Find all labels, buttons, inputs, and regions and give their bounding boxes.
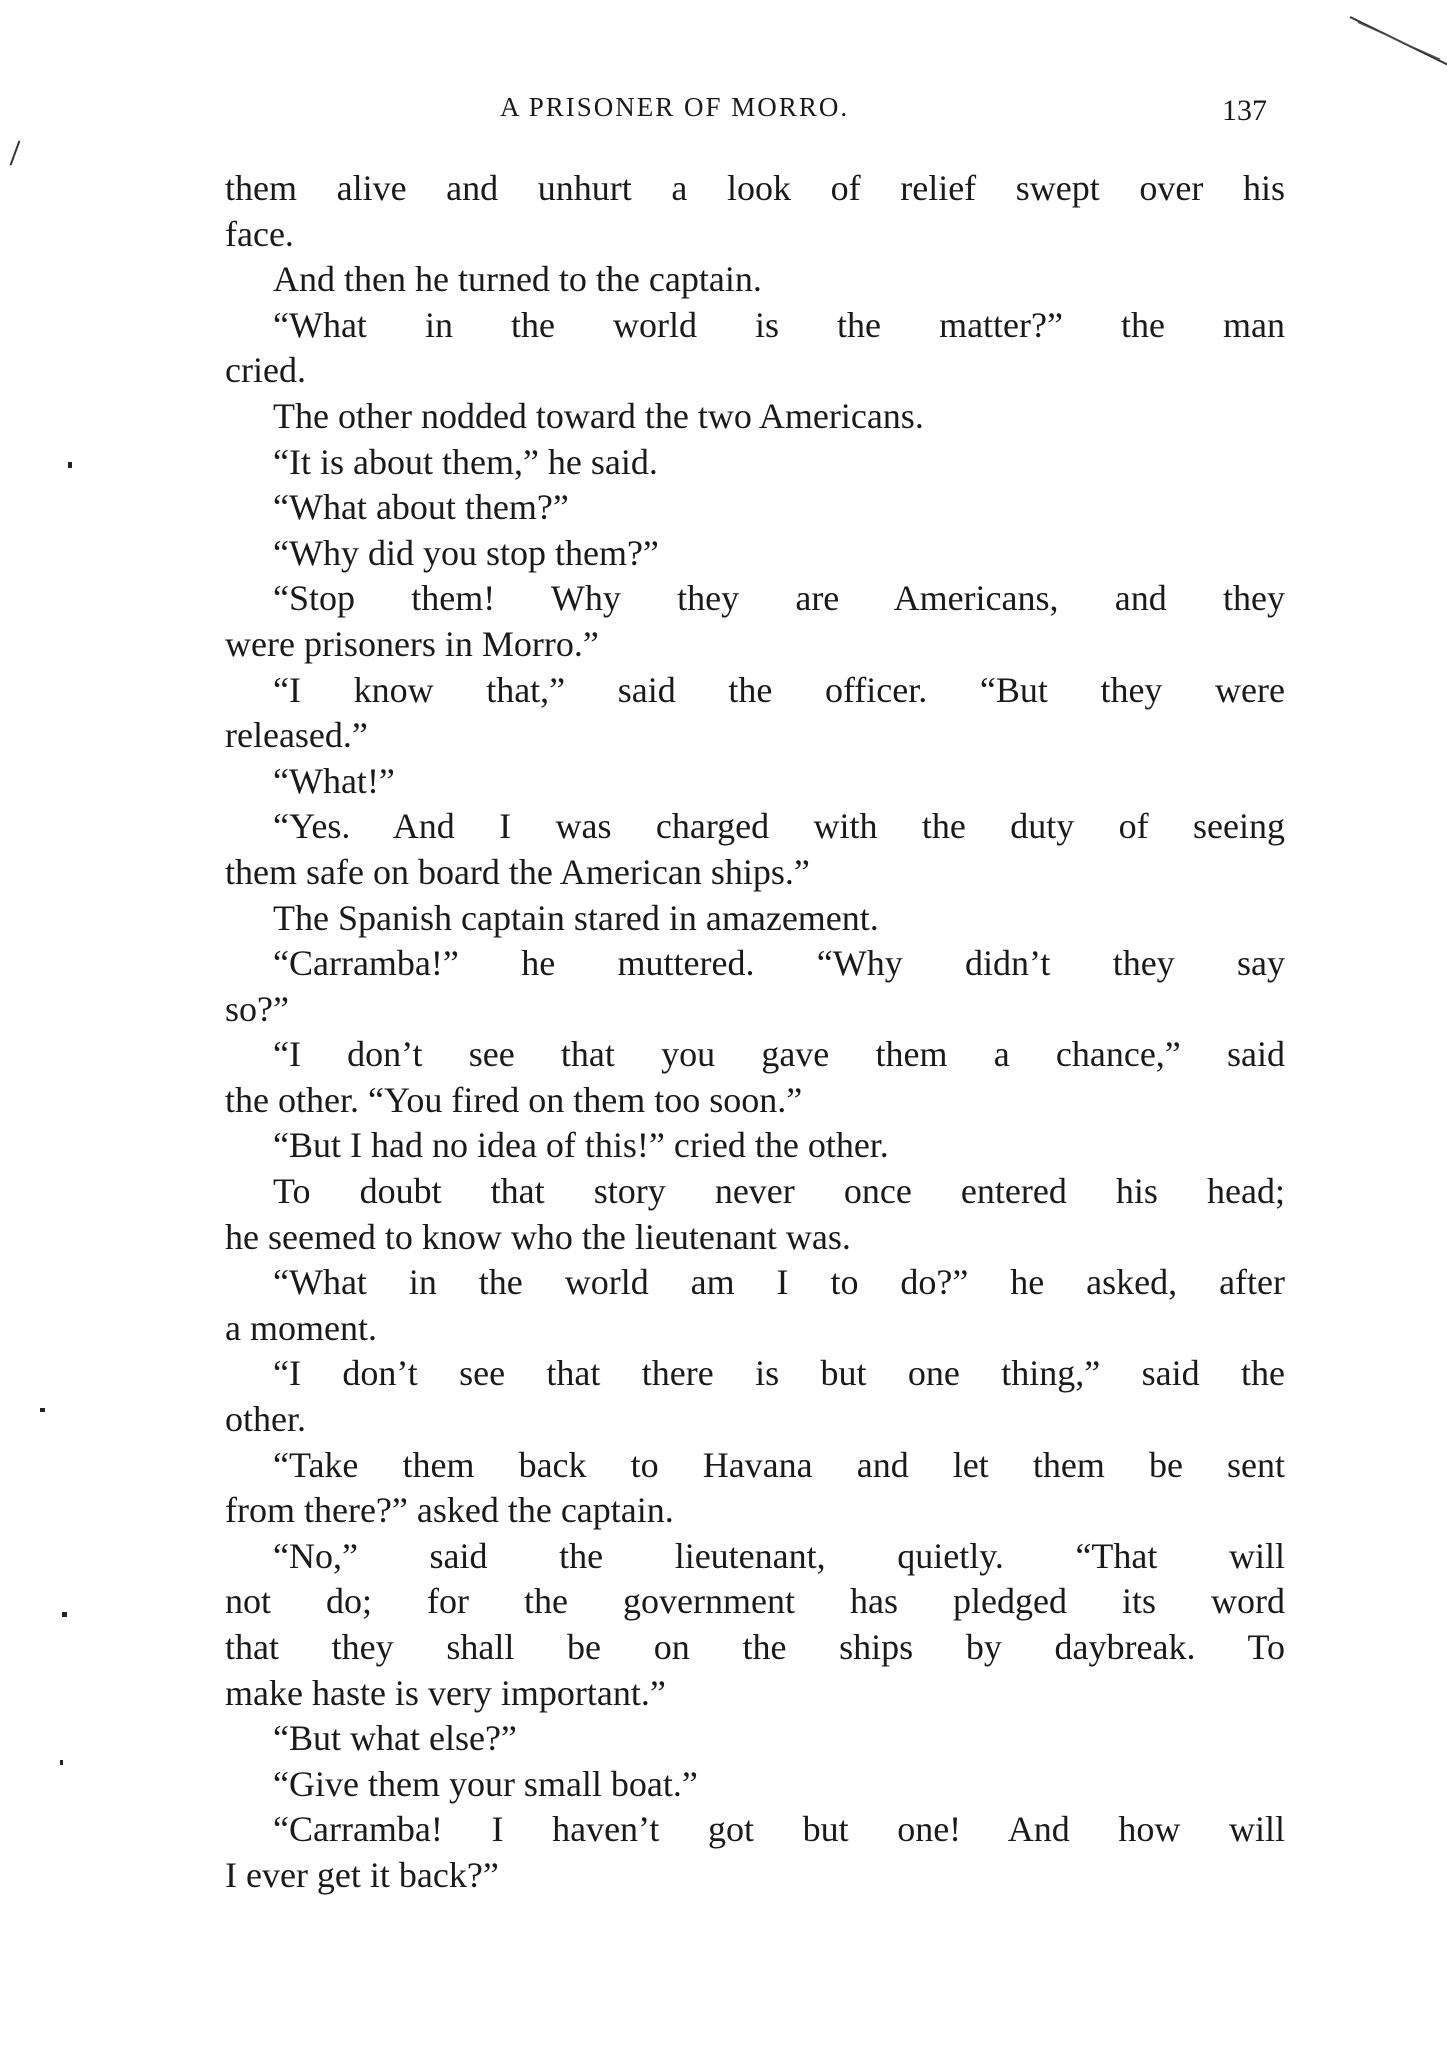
text-line: “Give them your small boat.” [273, 1763, 698, 1804]
text-line: “It is about them,” he said. [273, 441, 658, 482]
body-text [225, 166, 1285, 1899]
text-line: “Why did you stop them?” [273, 532, 659, 573]
text-line: other. [225, 1399, 306, 1440]
text-line: “Carramba! I haven’t got but one! And how will [273, 1809, 1285, 1850]
text-line: “What about them?” [273, 487, 569, 528]
text-line: face. [225, 213, 294, 254]
text-line: The Spanish captain stared in amazement. [273, 897, 879, 938]
text-line: from there?” asked the captain. [225, 1490, 674, 1531]
margin-speck [68, 462, 72, 468]
text-line: that they shall be on the ships by daybreak. To [225, 1627, 1285, 1667]
text-line: cried. [225, 350, 306, 391]
text-line: the other. “You fired on them too soon.” [225, 1079, 803, 1120]
text-line: “Carramba!” he muttered. “Why didn’t they say [273, 943, 1285, 984]
scan-scratch-mark [1358, 22, 1441, 60]
text-line: To doubt that story never once entered his head; [273, 1171, 1285, 1212]
text-line: them safe on board the American ships.” [225, 851, 810, 892]
text-line: “What in the world am I to do?” he asked, after [273, 1262, 1285, 1303]
text-line: I ever get it back?” [225, 1854, 499, 1895]
page-number: 137 [1222, 94, 1267, 127]
text-line: “What!” [273, 760, 395, 801]
text-line: “Yes. And I was charged with the duty of seeing [273, 806, 1285, 847]
text-line: not do; for the government has pledged its word [225, 1581, 1285, 1622]
text-line: make haste is very important.” [225, 1672, 666, 1713]
text-line: “But I had no idea of this!” cried the other. [273, 1125, 889, 1166]
text-line: “I don’t see that there is but one thing,” said the [273, 1353, 1285, 1394]
text-line: he seemed to know who the lieutenant was. [225, 1216, 851, 1257]
text-line: The other nodded toward the two Americans. [273, 395, 924, 436]
text-line: were prisoners in Morro.” [225, 623, 599, 664]
margin-speck [40, 1408, 45, 1412]
text-line: “Stop them! Why they are Americans, and they [273, 578, 1285, 619]
margin-tick-mark [10, 140, 21, 165]
text-line: “I know that,” said the officer. “But they were [273, 669, 1285, 710]
text-line: released.” [225, 715, 368, 756]
margin-speck [60, 1760, 63, 1765]
text-line: them alive and unhurt a look of relief swept over his [225, 168, 1285, 208]
running-title: A PRISONER OF MORRO. [500, 92, 850, 122]
text-line: “No,” said the lieutenant, quietly. “That will [273, 1535, 1285, 1576]
text-line: so?” [225, 988, 289, 1029]
text-line: “What in the world is the matter?” the man [273, 304, 1285, 345]
running-head [0, 92, 1447, 132]
margin-speck [62, 1612, 67, 1617]
text-line: “But what else?” [273, 1718, 517, 1759]
text-line: “Take them back to Havana and let them be sent [273, 1444, 1285, 1485]
text-line: a moment. [225, 1307, 377, 1348]
text-line: And then he turned to the captain. [273, 259, 762, 300]
text-line: “I don’t see that you gave them a chance,” said [273, 1034, 1285, 1075]
